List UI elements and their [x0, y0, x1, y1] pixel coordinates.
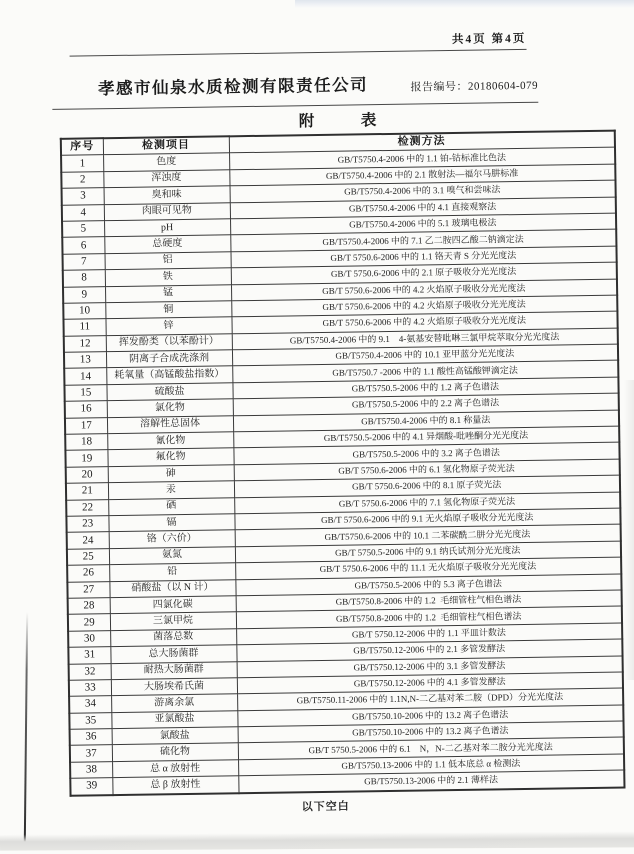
test-item: 硫化物 — [112, 743, 238, 761]
column-header-no: 序号 — [61, 138, 103, 156]
scan-artifact-bottom-edge — [0, 831, 634, 850]
test-method: GB/T5750.4-2006 中的 9.1 4-氨基安替吡啉三氯甲烷萃取分光光度法 — [232, 328, 618, 350]
test-method: GB/T5750.4-2006 中的 2.1 散射法—福尔马肼标准 — [229, 164, 615, 186]
end-of-content-note: 以下空白 — [301, 800, 350, 814]
report-number-value: 20180604-079 — [467, 79, 539, 93]
row-number: 11 — [63, 319, 105, 336]
test-method: GB/T5750.5-2006 中的 3.2 离子色谱法 — [233, 442, 619, 464]
test-item: 铅 — [109, 563, 235, 581]
row-number: 32 — [69, 663, 111, 680]
test-item: 锌 — [105, 317, 231, 335]
test-method: GB/T 5750.6-2006 中的 7.1 氢化物原子荧光法 — [234, 492, 620, 514]
row-number: 37 — [70, 745, 112, 762]
test-item: 铁 — [105, 268, 231, 286]
test-item: 总硬度 — [104, 235, 230, 253]
test-method: GB/T 5750.6-2006 中的 9.1 无火焰原子吸收分光光度法 — [234, 508, 620, 530]
test-item: 肉眼可见物 — [104, 202, 230, 220]
test-item: 四氯化碳 — [110, 596, 236, 614]
test-item: 氰化物 — [107, 432, 233, 450]
row-number: 25 — [67, 548, 109, 565]
test-item: 阴离子合成洗涤剂 — [106, 350, 232, 368]
test-method: GB/T5750.10-2006 中的 13.2 离子色谱法 — [238, 721, 624, 743]
test-item: 镉 — [108, 514, 234, 532]
test-method: GB/T5750.4-2006 中的 7.1 乙二胺四乙酸二钠滴定法 — [230, 229, 616, 251]
test-method: GB/T5750.13-2006 中的 2.1 薄样法 — [238, 770, 624, 793]
column-header-method: 检测方法 — [229, 131, 615, 154]
test-item: 挥发酚类（以苯酚计） — [106, 333, 232, 351]
test-method: GB/T 5750.6-2006 中的 11.1 无火焰原子吸收分光光度法 — [235, 557, 621, 579]
test-method: GB/T 5750.6-2006 中的 6.1 氢化物原子荧光法 — [234, 459, 620, 481]
test-method: GB/T 5750.6-2006 中的 2.1 原子吸收分光光度法 — [231, 262, 617, 284]
test-item: 色度 — [103, 153, 229, 171]
row-number: 29 — [68, 614, 110, 631]
row-number: 14 — [64, 368, 106, 385]
test-method: GB/T5750.5-2006 中的 1.2 离子色谱法 — [232, 377, 618, 399]
row-number: 12 — [64, 335, 106, 352]
test-method: GB/T 5750.6-2006 中的 4.2 火焰原子吸收分光光度法 — [231, 311, 617, 333]
test-method: GB/T5750.5-2006 中的 4.1 异烟酸-吡唑酮分光光度法 — [233, 426, 619, 448]
methods-table-body — [61, 147, 624, 795]
row-number: 8 — [63, 270, 105, 287]
test-item: 氟化物 — [107, 448, 233, 466]
test-method: GB/T5750.4-2006 中的 5.1 玻璃电极法 — [230, 213, 616, 235]
test-method: GB/T 5750.6-2006 中的 4.2 火焰原子吸收分光光度法 — [231, 279, 617, 301]
test-item: 耗氧量（高锰酸盐指数） — [106, 366, 232, 384]
row-number: 19 — [65, 450, 107, 467]
row-number: 38 — [70, 761, 112, 778]
row-number: 30 — [68, 630, 110, 647]
test-method: GB/T 5750.6-2006 中的 1.1 铬天青 S 分光光度法 — [230, 246, 616, 268]
row-number: 24 — [67, 532, 109, 549]
test-item: 总 β 放射性 — [112, 776, 238, 795]
row-number: 36 — [70, 729, 112, 746]
test-method: GB/T 5750.6-2006 中的 4.2 火焰原子吸收分光光度法 — [231, 295, 617, 317]
test-item: 铝 — [105, 252, 231, 270]
test-method: GB/T5750.8-2006 中的 1.2 毛细管柱气相色谱法 — [236, 606, 622, 628]
test-item: 氨氮 — [109, 547, 235, 565]
test-item: 总 α 放射性 — [112, 760, 238, 778]
test-item: 砷 — [108, 465, 234, 483]
test-method: GB/T 5750.6-2006 中的 8.1 原子荧光法 — [234, 475, 620, 497]
page-number: 共4页 第4页 — [69, 30, 526, 57]
test-method: GB/T5750.5-2006 中的 5.3 离子色谱法 — [235, 574, 621, 596]
test-method: GB/T5750.4-2006 中的 1.1 铂-钴标准比色法 — [229, 147, 615, 169]
row-number: 6 — [62, 237, 104, 254]
test-method: GB/T5750.6-2006 中的 10.1 二苯碳酰二肼分光光度法 — [235, 524, 621, 546]
test-item: 耐热大肠菌群 — [111, 661, 237, 679]
row-number: 33 — [69, 680, 111, 697]
row-number: 10 — [63, 303, 105, 320]
test-method: GB/T 5750.5-2006 中的 9.1 纳氏试剂分光光度法 — [235, 541, 621, 563]
row-number: 22 — [66, 499, 108, 516]
letterhead — [52, 69, 538, 110]
row-number: 35 — [69, 712, 111, 729]
row-number: 15 — [64, 385, 106, 402]
test-item: 亚氯酸盐 — [111, 710, 237, 728]
test-item: 臭和味 — [104, 186, 230, 204]
row-number: 9 — [63, 286, 105, 303]
test-method: GB/T5750.5-2006 中的 2.2 离子色谱法 — [233, 393, 619, 415]
row-number: 21 — [66, 483, 108, 500]
test-item: pH — [104, 219, 230, 237]
test-item: 铜 — [105, 301, 231, 319]
row-number: 7 — [63, 253, 105, 270]
test-item: 硒 — [108, 497, 234, 515]
report-number-label: 报告编号： — [410, 80, 468, 94]
row-number: 20 — [66, 466, 108, 483]
test-item: 游离余氯 — [111, 694, 237, 712]
row-number: 18 — [65, 434, 107, 451]
test-item: 硝酸盐（以 N 计） — [109, 579, 235, 597]
test-method: GB/T5750.4-2006 中的 10.1 亚甲蓝分光光度法 — [232, 344, 618, 366]
test-method: GB/T5750.4-2006 中的 4.1 直接观察法 — [230, 197, 616, 219]
row-number: 28 — [68, 598, 110, 615]
row-number: 1 — [61, 155, 103, 172]
methods-table — [60, 130, 626, 797]
row-number: 27 — [67, 581, 109, 598]
row-number: 3 — [62, 188, 104, 205]
report-number — [410, 77, 538, 95]
row-number: 17 — [65, 417, 107, 434]
row-number: 23 — [66, 516, 108, 533]
row-number: 5 — [62, 221, 104, 238]
test-method: GB/T5750.7 -2006 中的 1.1 酸性高锰酸钾滴定法 — [232, 361, 618, 383]
test-method: GB/T5750.8-2006 中的 1.2 毛细管柱气相色谱法 — [236, 590, 622, 612]
test-method: GB/T 5750.12-2006 中的 1.1 平皿计数法 — [236, 623, 622, 645]
test-item: 浑浊度 — [103, 170, 229, 188]
test-method: GB/T 5750.5-2006 中的 6.1 N，N-二乙基对苯二胺分光光度法 — [238, 737, 624, 759]
row-number: 31 — [68, 647, 110, 664]
test-method: GB/T5750.4-2006 中的 3.1 嗅气和尝味法 — [230, 180, 616, 202]
test-item: 汞 — [108, 481, 234, 499]
test-method: GB/T5750.4-2006 中的 8.1 称量法 — [233, 410, 619, 432]
company-name: 孝感市仙泉水质检测有限责任公司 — [97, 76, 369, 99]
test-item: 硫酸盐 — [106, 383, 232, 401]
test-item: 菌落总数 — [110, 628, 236, 646]
row-number: 4 — [62, 204, 104, 221]
column-header-item: 检测项目 — [103, 136, 229, 155]
test-item: 铬（六价） — [109, 530, 235, 548]
test-method: GB/T5750.11-2006 中的 1.1N,N-二乙基对苯二胺（DPD）分光光度法 — [237, 688, 623, 710]
row-number: 13 — [64, 352, 106, 369]
test-method: GB/T5750.12-2006 中的 2.1 多管发酵法 — [236, 639, 622, 661]
row-number: 2 — [61, 171, 103, 188]
row-number: 39 — [70, 778, 112, 796]
test-item: 锰 — [105, 284, 231, 302]
test-item: 氯酸盐 — [112, 727, 238, 745]
test-method: GB/T5750.12-2006 中的 4.1 多管发酵法 — [237, 672, 623, 694]
row-number: 26 — [67, 565, 109, 582]
test-item: 三氯甲烷 — [110, 612, 236, 630]
test-item: 氯化物 — [107, 399, 233, 417]
row-number: 34 — [69, 696, 111, 713]
test-item: 溶解性总固体 — [107, 415, 233, 433]
row-number: 16 — [65, 401, 107, 418]
test-method: GB/T5750.10-2006 中的 13.2 离子色谱法 — [237, 705, 623, 727]
appendix-title: 附 表 — [298, 112, 377, 131]
test-method: GB/T5750.12-2006 中的 3.1 多管发酵法 — [237, 656, 623, 678]
test-item: 总大肠菌群 — [110, 645, 236, 663]
test-item: 大肠埃希氏菌 — [111, 678, 237, 696]
test-method: GB/T5750.13-2006 中的 1.1 低本底总 α 检测法 — [238, 754, 624, 776]
